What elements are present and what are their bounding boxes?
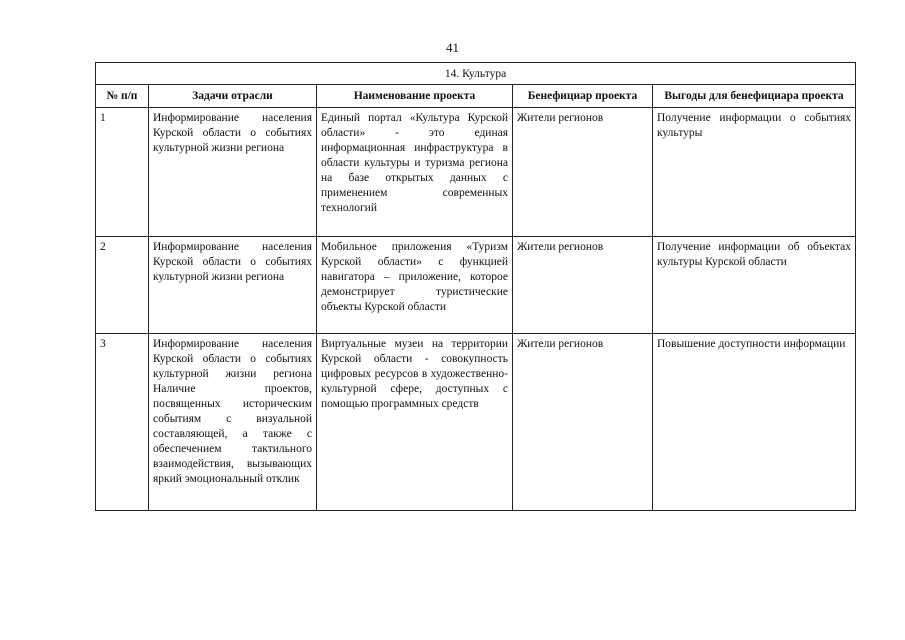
cell-beneficiary: Жители регионов xyxy=(513,334,653,511)
cell-project: Виртуальные музеи на территории Курской области - совокупность цифровых ресурсов в художественно-культурной сфере, доступных с помощью программных средств xyxy=(317,334,513,511)
cell-benefits: Получение информации о событиях культуры xyxy=(653,108,856,237)
cell-num: 2 xyxy=(96,237,149,334)
cell-benefits: Повышение доступности информации xyxy=(653,334,856,511)
cell-num: 3 xyxy=(96,334,149,511)
table-row xyxy=(96,237,856,334)
header-num: № п/п xyxy=(96,85,149,108)
section-title: 14. Культура xyxy=(96,63,856,85)
cell-project: Единый портал «Культура Курской области» - это единая информационная инфраструктура в области культуры и туризма региона на базе открытых данных с применением современных технологий xyxy=(317,108,513,237)
cell-beneficiary: Жители регионов xyxy=(513,237,653,334)
header-project: Наименование проекта xyxy=(317,85,513,108)
culture-projects-table xyxy=(95,62,856,511)
cell-tasks: Информирование населения Курской области о событиях культурной жизни региона xyxy=(149,237,317,334)
cell-tasks: Информирование населения Курской области о событиях культурной жизни региона Наличие проектов, посвященных историческим событиям с визуальной составляющей, а также с обеспечением тактильного взаимодействия, вызывающих яркий эмоциональный отклик xyxy=(149,334,317,511)
header-beneficiary: Бенефициар проекта xyxy=(513,85,653,108)
page-number: 41 xyxy=(446,40,459,55)
cell-tasks: Информирование населения Курской области о событиях культурной жизни региона xyxy=(149,108,317,237)
header-row xyxy=(96,85,856,108)
table-row xyxy=(96,334,856,511)
header-tasks: Задачи отрасли xyxy=(149,85,317,108)
cell-num: 1 xyxy=(96,108,149,237)
table-row xyxy=(96,108,856,237)
cell-project: Мобильное приложения «Туризм Курской области» с функцией навигатора – приложение, которое демонстрирует туристические объекты Курской области xyxy=(317,237,513,334)
header-benefits: Выгоды для бенефициара проекта xyxy=(653,85,856,108)
cell-benefits: Получение информации об объектах культуры Курской области xyxy=(653,237,856,334)
cell-beneficiary: Жители регионов xyxy=(513,108,653,237)
section-title-row xyxy=(96,63,856,85)
